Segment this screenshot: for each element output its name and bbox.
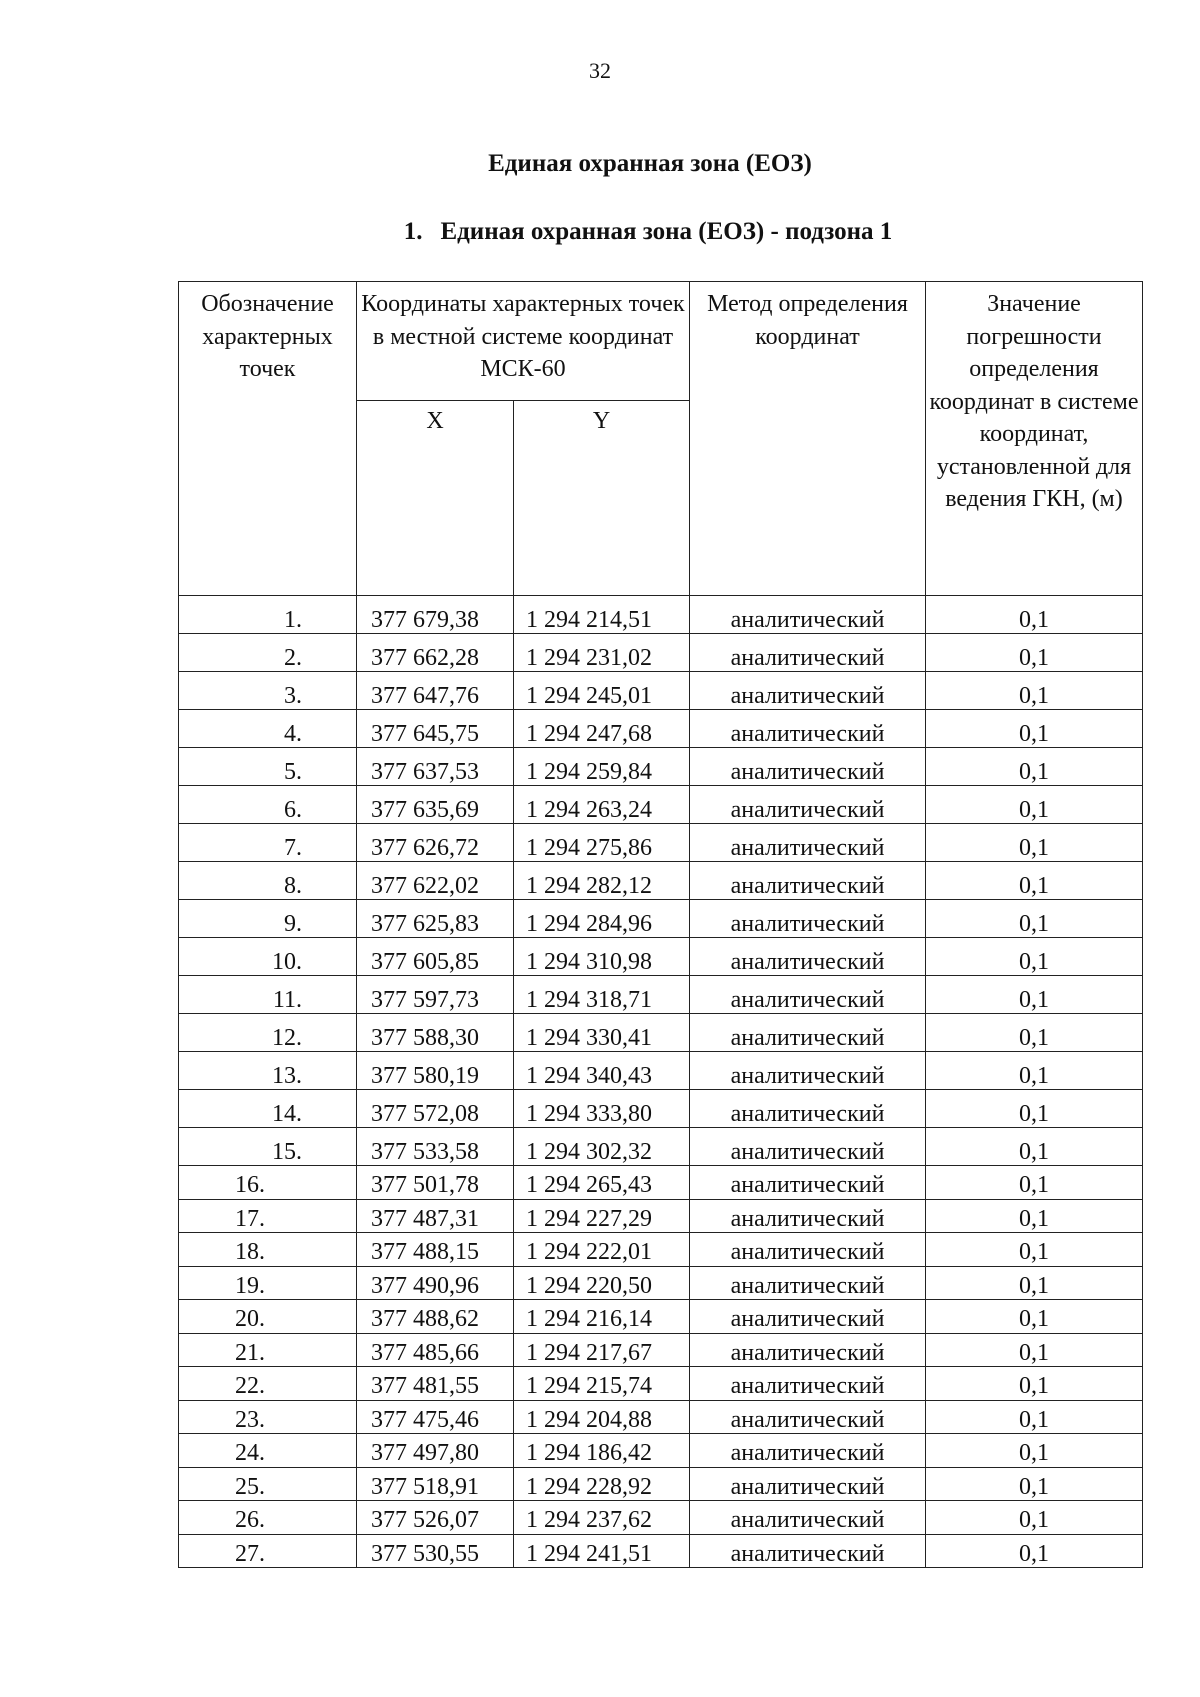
error-cell: 0,1 [926,938,1143,976]
method-cell: аналитический [690,634,926,672]
y-cell: 1 294 333,80 [514,1090,690,1128]
table-row [179,938,1143,976]
point-cell: 6. [179,786,357,824]
page-number: 32 [589,58,611,83]
point-cell: 21. [179,1333,357,1367]
table-row [179,1367,1143,1401]
x-cell: 377 497,80 [357,1434,514,1468]
error-cell: 0,1 [926,710,1143,748]
error-cell: 0,1 [926,786,1143,824]
section-title [0,218,1200,246]
table-row [179,824,1143,862]
point-cell: 19. [179,1266,357,1300]
method-cell: аналитический [690,900,926,938]
y-cell: 1 294 228,92 [514,1467,690,1501]
method-cell: аналитический [690,710,926,748]
point-cell: 7. [179,824,357,862]
y-cell: 1 294 231,02 [514,634,690,672]
error-cell: 0,1 [926,1166,1143,1200]
x-cell: 377 533,58 [357,1128,514,1166]
point-cell: 18. [179,1233,357,1267]
point-cell: 27. [179,1534,357,1568]
table-row [179,710,1143,748]
x-cell: 377 580,19 [357,1052,514,1090]
table-row [179,1199,1143,1233]
point-cell: 15. [179,1128,357,1166]
y-cell: 1 294 302,32 [514,1128,690,1166]
x-cell: 377 626,72 [357,824,514,862]
error-cell: 0,1 [926,672,1143,710]
method-cell: аналитический [690,1400,926,1434]
method-cell: аналитический [690,672,926,710]
header-coordinates: Координаты характерных точек в местной системе координат МСК-60 [357,282,690,401]
x-cell: 377 518,91 [357,1467,514,1501]
y-cell: 1 294 215,74 [514,1367,690,1401]
error-cell: 0,1 [926,1400,1143,1434]
header-point: Обозначение характерных точек [179,282,357,596]
point-cell: 26. [179,1501,357,1535]
point-cell: 22. [179,1367,357,1401]
x-cell: 377 572,08 [357,1090,514,1128]
error-cell: 0,1 [926,1333,1143,1367]
table-row [179,1400,1143,1434]
x-cell: 377 485,66 [357,1333,514,1367]
method-cell: аналитический [690,1199,926,1233]
error-cell: 0,1 [926,1266,1143,1300]
x-cell: 377 490,96 [357,1266,514,1300]
method-cell: аналитический [690,1090,926,1128]
method-cell: аналитический [690,1467,926,1501]
x-cell: 377 588,30 [357,1014,514,1052]
table-header [179,282,1143,596]
point-cell: 24. [179,1434,357,1468]
table-row [179,1166,1143,1200]
y-cell: 1 294 245,01 [514,672,690,710]
error-cell: 0,1 [926,1128,1143,1166]
y-cell: 1 294 217,67 [514,1333,690,1367]
table-row [179,862,1143,900]
error-cell: 0,1 [926,1052,1143,1090]
y-cell: 1 294 216,14 [514,1300,690,1334]
y-cell: 1 294 222,01 [514,1233,690,1267]
header-x: X [357,401,514,596]
method-cell: аналитический [690,1367,926,1401]
x-cell: 377 635,69 [357,786,514,824]
y-cell: 1 294 310,98 [514,938,690,976]
point-cell: 23. [179,1400,357,1434]
table-row [179,1300,1143,1334]
header-method: Метод определения координат [690,282,926,596]
method-cell: аналитический [690,824,926,862]
x-cell: 377 488,15 [357,1233,514,1267]
y-cell: 1 294 265,43 [514,1166,690,1200]
y-cell: 1 294 284,96 [514,900,690,938]
x-cell: 377 625,83 [357,900,514,938]
point-cell: 14. [179,1090,357,1128]
table-row [179,1333,1143,1367]
y-cell: 1 294 186,42 [514,1434,690,1468]
document-title: Единая охранная зона (ЕОЗ) [488,150,812,177]
x-cell: 377 481,55 [357,1367,514,1401]
point-cell: 8. [179,862,357,900]
y-cell: 1 294 214,51 [514,596,690,634]
table-row [179,1128,1143,1166]
error-cell: 0,1 [926,1199,1143,1233]
point-cell: 17. [179,1199,357,1233]
point-cell: 3. [179,672,357,710]
method-cell: аналитический [690,1014,926,1052]
x-cell: 377 530,55 [357,1534,514,1568]
error-cell: 0,1 [926,1300,1143,1334]
error-cell: 0,1 [926,1090,1143,1128]
error-cell: 0,1 [926,900,1143,938]
point-cell: 5. [179,748,357,786]
point-cell: 1. [179,596,357,634]
point-cell: 11. [179,976,357,1014]
x-cell: 377 526,07 [357,1501,514,1535]
y-cell: 1 294 263,24 [514,786,690,824]
method-cell: аналитический [690,1300,926,1334]
point-cell: 20. [179,1300,357,1334]
x-cell: 377 645,75 [357,710,514,748]
point-cell: 9. [179,900,357,938]
y-cell: 1 294 340,43 [514,1052,690,1090]
method-cell: аналитический [690,1534,926,1568]
error-cell: 0,1 [926,862,1143,900]
table-row [179,1090,1143,1128]
point-cell: 12. [179,1014,357,1052]
y-cell: 1 294 237,62 [514,1501,690,1535]
error-cell: 0,1 [926,976,1143,1014]
y-cell: 1 294 318,71 [514,976,690,1014]
table-row [179,748,1143,786]
y-cell: 1 294 275,86 [514,824,690,862]
table-row [179,976,1143,1014]
method-cell: аналитический [690,1266,926,1300]
point-cell: 13. [179,1052,357,1090]
table-body [179,596,1143,1568]
method-cell: аналитический [690,786,926,824]
point-cell: 10. [179,938,357,976]
coordinates-table [178,281,1143,1568]
method-cell: аналитический [690,1333,926,1367]
table-row [179,900,1143,938]
header-y: Y [514,401,690,596]
error-cell: 0,1 [926,824,1143,862]
y-cell: 1 294 247,68 [514,710,690,748]
y-cell: 1 294 227,29 [514,1199,690,1233]
method-cell: аналитический [690,938,926,976]
x-cell: 377 637,53 [357,748,514,786]
x-cell: 377 605,85 [357,938,514,976]
method-cell: аналитический [690,596,926,634]
error-cell: 0,1 [926,634,1143,672]
section-number: 1. [403,218,423,245]
method-cell: аналитический [690,1434,926,1468]
table-row [179,1052,1143,1090]
y-cell: 1 294 282,12 [514,862,690,900]
error-cell: 0,1 [926,1467,1143,1501]
header-error: Значение погрешности определения координат в системе координат, установленной для ведения ГКН, (м) [926,282,1143,596]
method-cell: аналитический [690,1501,926,1535]
method-cell: аналитический [690,1233,926,1267]
table-row [179,1266,1143,1300]
table-row [179,1434,1143,1468]
table-row [179,634,1143,672]
table-row [179,596,1143,634]
error-cell: 0,1 [926,1534,1143,1568]
point-cell: 25. [179,1467,357,1501]
table-row [179,1233,1143,1267]
error-cell: 0,1 [926,1367,1143,1401]
y-cell: 1 294 259,84 [514,748,690,786]
x-cell: 377 597,73 [357,976,514,1014]
table-row [179,1534,1143,1568]
error-cell: 0,1 [926,1014,1143,1052]
method-cell: аналитический [690,1128,926,1166]
method-cell: аналитический [690,1166,926,1200]
table-row [179,672,1143,710]
method-cell: аналитический [690,1052,926,1090]
method-cell: аналитический [690,976,926,1014]
method-cell: аналитический [690,862,926,900]
point-cell: 2. [179,634,357,672]
section-title-text: Единая охранная зона (ЕОЗ) - подзона 1 [440,218,893,245]
y-cell: 1 294 241,51 [514,1534,690,1568]
table-row [179,786,1143,824]
x-cell: 377 622,02 [357,862,514,900]
error-cell: 0,1 [926,748,1143,786]
x-cell: 377 475,46 [357,1400,514,1434]
point-cell: 16. [179,1166,357,1200]
x-cell: 377 679,38 [357,596,514,634]
method-cell: аналитический [690,748,926,786]
error-cell: 0,1 [926,596,1143,634]
y-cell: 1 294 330,41 [514,1014,690,1052]
table-row [179,1014,1143,1052]
error-cell: 0,1 [926,1501,1143,1535]
x-cell: 377 487,31 [357,1199,514,1233]
x-cell: 377 501,78 [357,1166,514,1200]
point-cell: 4. [179,710,357,748]
error-cell: 0,1 [926,1434,1143,1468]
table-row [179,1467,1143,1501]
table-row [179,1501,1143,1535]
error-cell: 0,1 [926,1233,1143,1267]
x-cell: 377 647,76 [357,672,514,710]
y-cell: 1 294 204,88 [514,1400,690,1434]
x-cell: 377 662,28 [357,634,514,672]
x-cell: 377 488,62 [357,1300,514,1334]
y-cell: 1 294 220,50 [514,1266,690,1300]
